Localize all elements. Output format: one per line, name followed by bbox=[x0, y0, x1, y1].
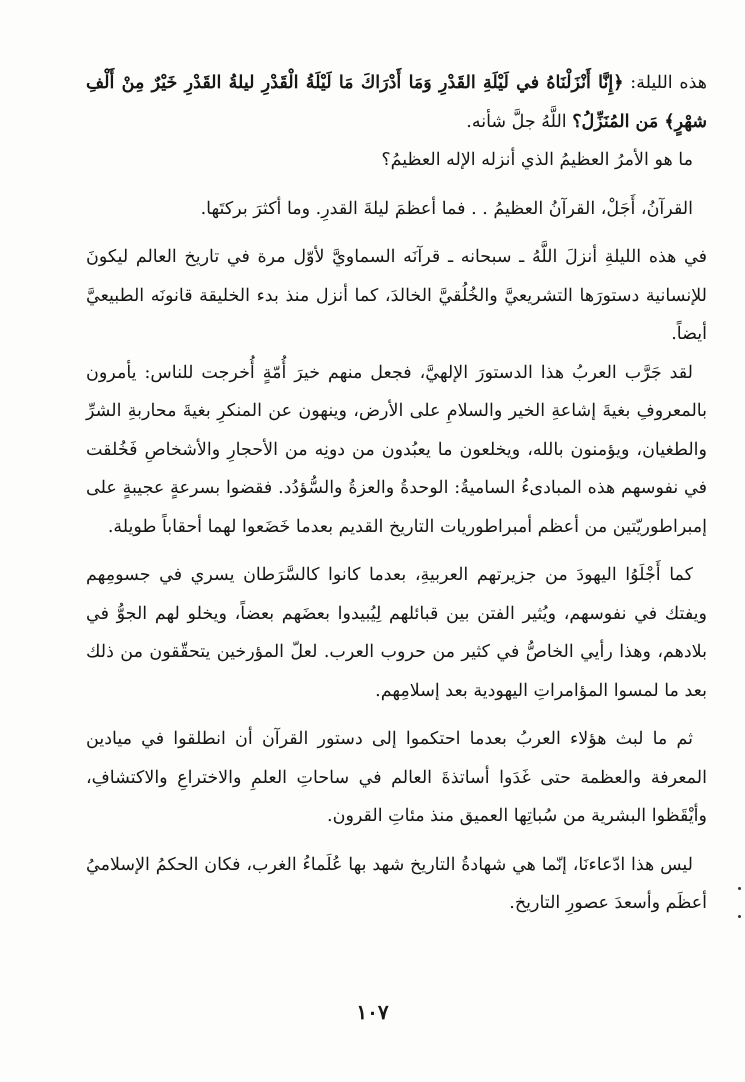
page-body bbox=[86, 64, 707, 923]
paragraph-testimony: ليس هذا ادّعاءنَا، إنّما هي شهادةُ التاريخ شهد بها عُلَماءُ الغرب، فكان الحكمُ الإسلاميُ أعظَم وأسعدَ عصورِ التاريخ. bbox=[86, 854, 707, 913]
margin-speck bbox=[738, 887, 741, 890]
paragraph-question: ما هو الأمرُ العظيمُ الذي أنزله الإله العظيمُ؟ bbox=[381, 150, 693, 170]
paragraph-revelation: في هذه الليلةِ أنزلَ اللَّهُ ـ سبحانه ـ قرآنَه السماويَّ لأوّل مرة في تاريخ العالم ليكونَ للإنسانية دستورَها التشريعيَّ والخُلُقيَّ الخالدَ، كما أنزل منذ بدء الخليقة قانونَه الطبيعيَّ أيضاً. bbox=[86, 247, 707, 344]
paragraph-knowledge: ثم ما لبث هؤلاء العربُ بعدما احتكموا إلى دستور القرآن أن انطلقوا في ميادين المعرفة والعظمة حتى غَدَوا أساتذةَ العالم في ساحاتِ العلمِ والاختراعِ والاكتشافِ، وأيْقَظوا البشرية من سُباتِها العميق منذ مئاتِ القرون. bbox=[86, 729, 707, 826]
margin-speck bbox=[738, 915, 741, 918]
verse-intro: هذه الليلة: bbox=[623, 73, 707, 93]
paragraph-verse bbox=[86, 64, 707, 141]
verse-outro: اللَّهُ جلَّ شأنه. bbox=[466, 111, 573, 132]
paragraph-jews: كما أَجْلَوُا اليهودَ من جزيرتهم العربيةِ، بعدما كانوا كالسَّرَطان يسري في جسومِهم ويفتك في نفوسهم، ويُثير الفتن بين قبائلهم لِيُبيدوا بعضَهم بعضاً، ويخلو لهم الجوُّ في بلادهم، وهذا رأيي الخاصُّ في كثير من حروب العرب. لعلّ المؤرخين يتحقّقون من ذلك بعد ما لمسوا المؤامراتِ اليهودية بعد إسلامِهم. bbox=[86, 565, 707, 701]
page-number: ١٠٧ bbox=[356, 1000, 389, 1024]
paragraph-answer: القرآنُ، أَجَلْ، القرآنُ العظيمُ . . فما أعظمَ ليلةَ القدرِ. وما أكثرَ بركتَها. bbox=[200, 198, 693, 219]
quran-verse: ﴿إِنَّا أَنْزَلْنَاهُ في لَيْلَةِ القَدْرِ وَمَا أَدْرَاكَ مَا لَيْلَةُ الْقَدْرِ ليلةُ القَدْرِ خَيْرٌ مِنْ أَلْفِ شهْرٍ﴾ مَن المُنَزِّلُ؟ bbox=[86, 73, 707, 132]
paragraph-arabs: لقد جَرَّب العربُ هذا الدستورَ الإلهيَّ، فجعل منهم خيرَ أُمّةٍ أُخرجت للناس: يأمرون بالمعروفِ بغيةَ إشاعةِ الخير والسلامِ على الأرض، وينهون عن المنكرِ بغيةَ محاربةِ الشرِّ والطغيان، ويؤمنون بالله، ويخلعون ما يعبُدون من دونِه من الأحجارِ والأشخاصِ فَخُلقت في نفوسهم هذه المبادىءُ الساميةُ: الوحدةُ والعزةُ والسُّؤدُد. فقضوا بسرعةٍ عجيبةٍ على إمبراطوريّتين من أعظم أمبراطوريات التاريخ القديم بعدما خَضَعوا لهما أحقاباً طويلة. bbox=[86, 362, 707, 537]
